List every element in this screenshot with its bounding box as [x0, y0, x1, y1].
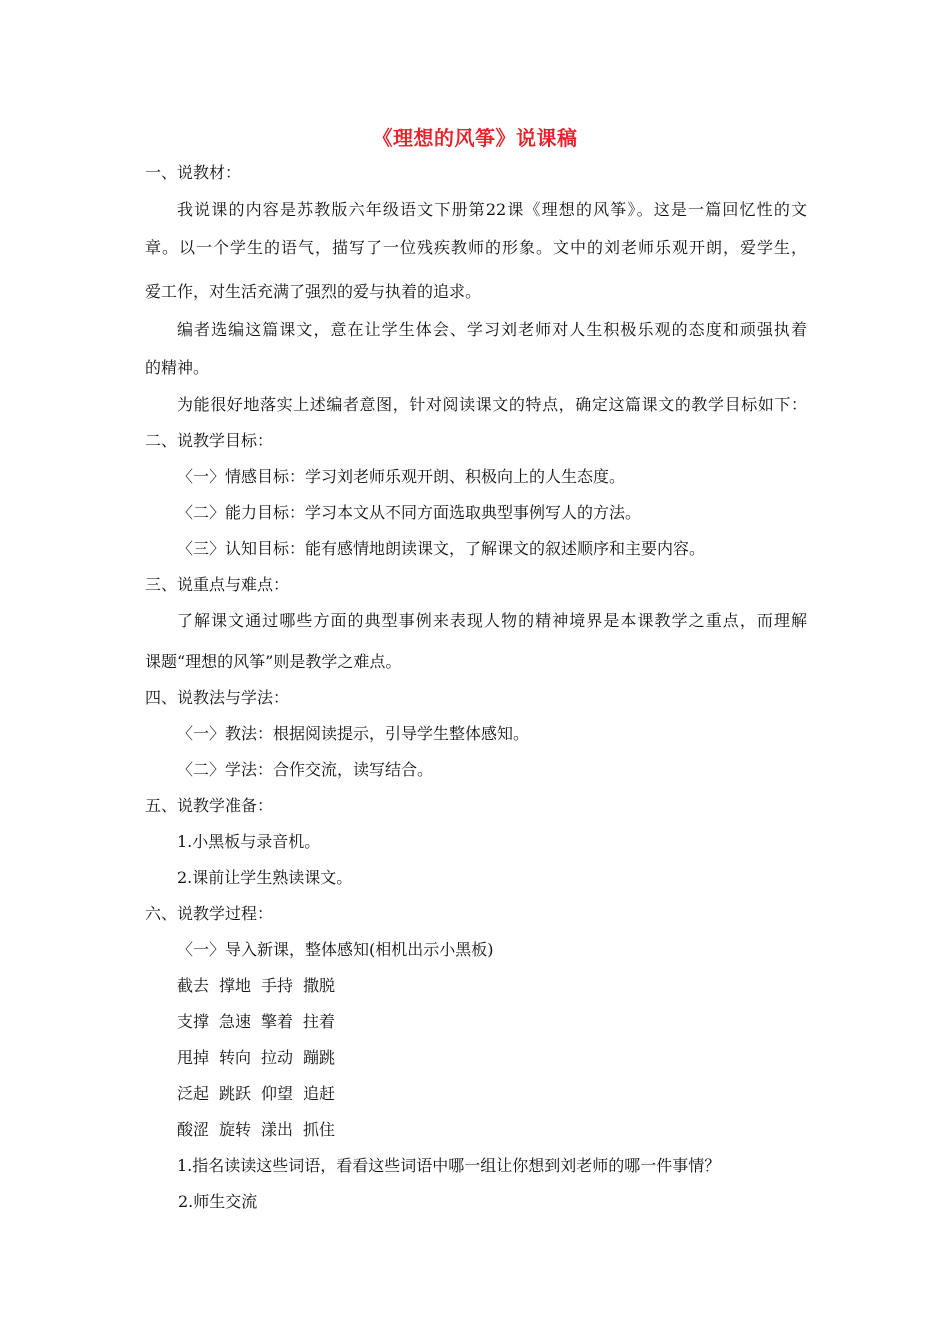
word-row: [177, 1084, 345, 1104]
list-item: 2.课前让学生熟读课文。: [177, 868, 353, 887]
word-row: [177, 1048, 345, 1068]
word: 撑地: [219, 976, 252, 995]
section-heading-1: 一、说教材：: [145, 163, 242, 182]
word: 漾出: [261, 1120, 294, 1139]
list-item: 〈一〉导入新课，整体感知(相机出示小黑板): [177, 940, 494, 959]
word-row: [177, 1012, 345, 1032]
list-item: 〈二〉学法：合作交流，读写结合。: [177, 760, 434, 779]
word: 抓住: [303, 1120, 336, 1139]
paragraph-line: 了解课文通过哪些方面的典型事例来表现人物的精神境界是本课教学之重点，而理解: [177, 611, 807, 630]
list-item: 〈一〉教法：根据阅读提示，引导学生整体感知。: [177, 724, 530, 743]
word: 酸涩: [177, 1120, 210, 1139]
list-item: 1.小黑板与录音机。: [177, 832, 321, 851]
section-heading-3: 三、说重点与难点：: [145, 575, 290, 594]
list-item: 〈一〉情感目标：学习刘老师乐观开朗、积极向上的人生态度。: [177, 467, 626, 486]
word: 手持: [261, 976, 294, 995]
paragraph-line: 编者选编这篇课文，意在让学生体会、学习刘老师对人生积极乐观的态度和顽强执着: [177, 320, 807, 339]
word: 截去: [177, 976, 210, 995]
list-item: 2.师生交流: [178, 1192, 258, 1211]
section-heading-5: 五、说教学准备：: [145, 796, 274, 815]
word-row: [177, 1120, 345, 1140]
section-heading-4: 四、说教法与学法：: [145, 688, 290, 707]
paragraph-line: 为能很好地落实上述编者意图，针对阅读课文的特点，确定这篇课文的教学目标如下：: [177, 395, 807, 414]
word: 转向: [219, 1048, 252, 1067]
paragraph-line: 爱工作，对生活充满了强烈的爱与执着的追求。: [145, 282, 482, 301]
section-heading-6: 六、说教学过程：: [145, 904, 274, 923]
list-item: 〈二〉能力目标：学习本文从不同方面选取典型事例写人的方法。: [177, 503, 642, 522]
word: 仰望: [261, 1084, 294, 1103]
word: 支撑: [177, 1012, 210, 1031]
word: 追赶: [303, 1084, 336, 1103]
word: 旋转: [219, 1120, 252, 1139]
word: 拄着: [303, 1012, 336, 1031]
paragraph-line: 课题“理想的风筝”则是教学之难点。: [145, 652, 402, 671]
section-heading-2: 二、说教学目标：: [145, 431, 274, 450]
word: 泛起: [177, 1084, 210, 1103]
paragraph-line: 章。以一个学生的语气，描写了一位残疾教师的形象。文中的刘老师乐观开朗，爱学生，: [145, 238, 807, 257]
word: 甩掉: [177, 1048, 210, 1067]
word: 擎着: [261, 1012, 294, 1031]
paragraph-line: 的精神。: [145, 358, 210, 377]
list-item: 1.指名读读这些词语，看看这些词语中哪一组让你想到刘老师的哪一件事情？: [177, 1156, 721, 1175]
page-title: 《理想的风筝》说课稿: [372, 126, 578, 150]
list-item: 〈三〉认知目标：能有感情地朗读课文，了解课文的叙述顺序和主要内容。: [177, 539, 706, 558]
word: 跳跃: [219, 1084, 252, 1103]
word: 急速: [219, 1012, 252, 1031]
word-row: [177, 976, 345, 996]
word: 拉动: [261, 1048, 294, 1067]
word: 蹦跳: [303, 1048, 336, 1067]
paragraph-line: 我说课的内容是苏教版六年级语文下册第22课《理想的风筝》。这是一篇回忆性的文: [177, 200, 807, 219]
word: 撒脱: [303, 976, 336, 995]
